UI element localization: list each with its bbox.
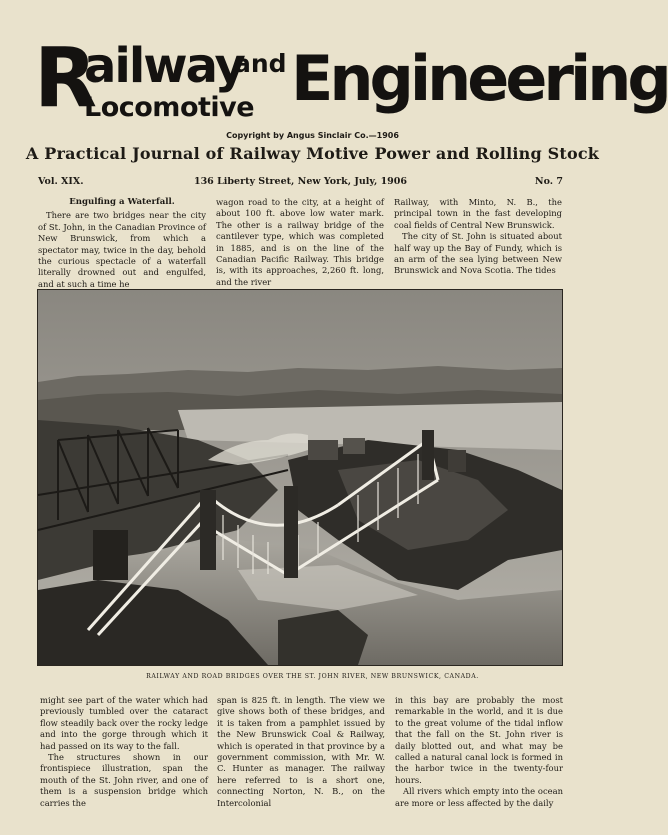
paragraph: span is 825 ft. in length. The view we give shows both of these bridges, and it is taken from a pamphlet issued by the New Brunswick Coal & Railway, which is operated in that province by a government commission, with Mr. W. C. Hunter as manager. The railway here referred to is a short one, connecting Norton, N. B., on the Intercolonial [217,695,385,808]
journal-subtitle: A Practical Journal of Railway Motive Power and Rolling Stock [25,144,600,163]
paragraph: Railway, with Minto, N. B., the principal town in the fast developing coal fields of Central New Brunswick. [394,197,562,230]
photo-caption: RAILWAY AND ROAD BRIDGES OVER THE ST. JOHN RIVER, NEW BRUNSWICK, CANADA. [146,673,479,680]
article-column-2-bottom [217,695,385,808]
paragraph: wagon road to the city, at a height of about 100 ft. above low water mark. The other is a railway bridge of the cantilever type, which was completed in 1885, and is on the line of the Canadian Pacific Railway. This bridge is, with its approaches, 2,260 ft. long, and the river [216,197,384,287]
masthead-initial: R [34,31,95,126]
volume-label: Vol. XIX. [38,176,84,187]
masthead-engineering: Engineering [291,42,668,115]
issue-line [38,176,563,190]
article-column-1-bottom [40,695,208,808]
address-date: 136 Liberty Street, New York, July, 1906 [193,176,408,187]
masthead-locomotive: Locomotive [84,92,255,123]
paragraph: All rivers which empty into the ocean are more or less affected by the daily [395,786,563,808]
issue-number: No. 7 [534,176,563,187]
article-column-3-bottom [395,695,563,808]
paragraph: The city of St. John is situated about half way up the Bay of Fundy, which is an arm of the sea lying between New Brunswick and Nova Scotia. The tides [394,231,562,276]
article-column-1-top [38,197,206,289]
article-title: Engulfing a Waterfall. [69,197,175,207]
masthead-railway: ailway [84,38,244,94]
paragraph: The structures shown in our frontispiece illustration, span the mouth of the St. John river, and one of them is a suspension bridge which carries the [40,752,208,808]
article-column-2-top [216,197,384,287]
paragraph: in this bay are probably the most remarkable in the world, and it is due to the great volume of the tidal inflow that the fall on the St. John river is daily blotted out, and what may be called a natural canal lock is formed in the harbor twice in the twenty-four hours. [395,695,563,785]
bridges-photograph [37,289,563,666]
copyright-line: Copyright by Angus Sinclair Co.—1906 [226,131,399,140]
paragraph: might see part of the water which had previously tumbled over the cataract flow steadily back over the rocky ledge and into the gorge through which it had passed on its way to the fall. [40,695,208,751]
article-column-3-top [394,197,562,277]
masthead-and: and [234,49,287,78]
paragraph: There are two bridges near the city of St. John, in the Canadian Province of New Brunswick, from which a spectator may, twice in the day, behold the curious spectacle of a waterfall literally drowned out and engulfed, and at such a time he [38,210,206,289]
masthead [34,31,668,126]
